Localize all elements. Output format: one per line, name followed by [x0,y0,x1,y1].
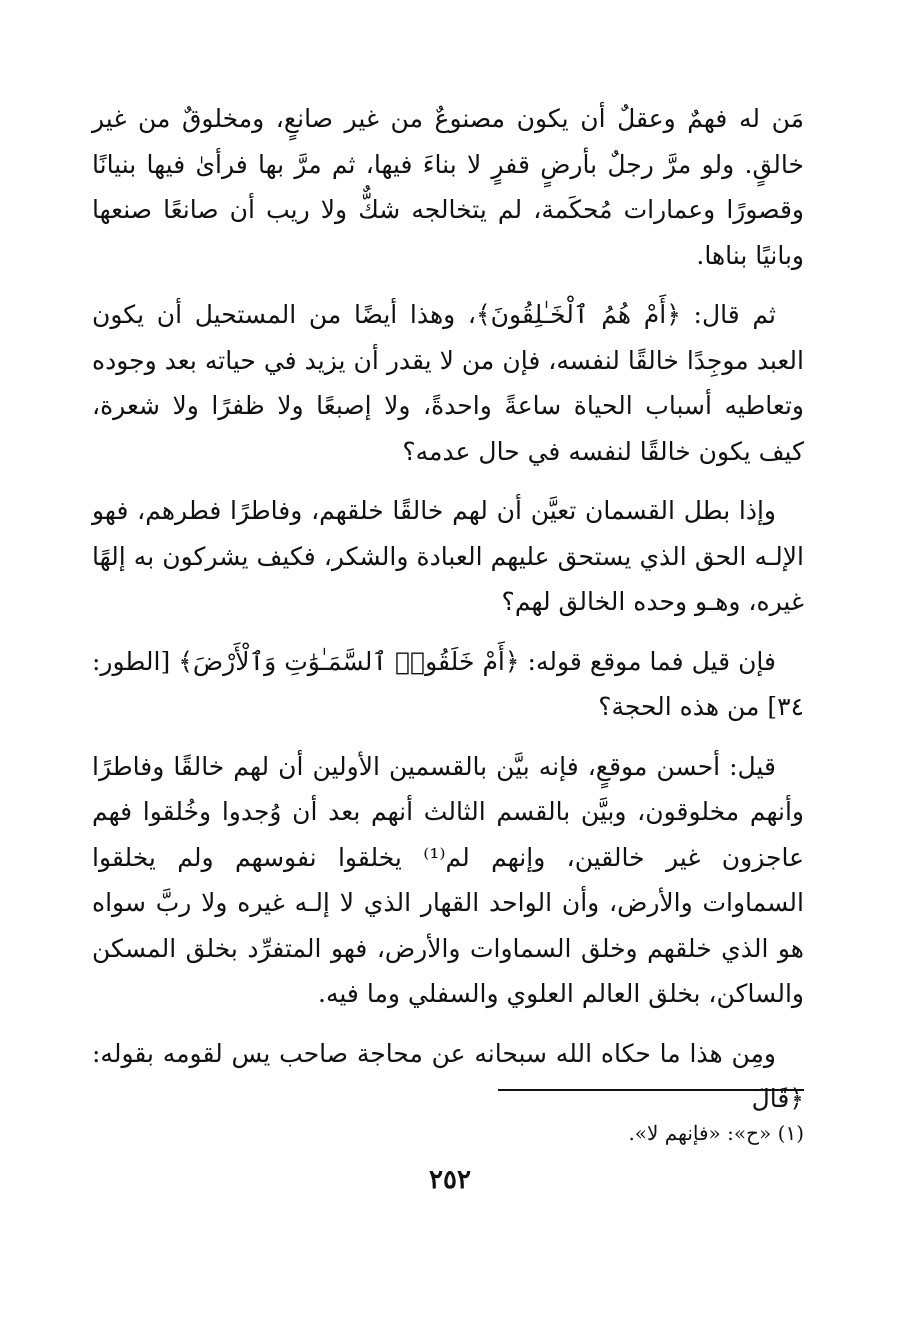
paragraph-3: وإذا بطل القسمان تعيَّن أن لهم خالقًا خلقهم، وفاطرًا فطرهم، فهو الإلـه الحق الذي يستحق عليهم العبادة والشكر، فكيف يشركون به إلهًا غيره، وهـو وحده الخالق لهم؟ [92,496,804,616]
paragraph-6: ومِن هذا ما حكاه الله سبحانه عن محاجة صاحب يس لقومه بقوله: ﴿قَالَ [92,1038,804,1113]
paragraph-5: قيل: أحسن موقعٍ، فإنه بيَّن بالقسمين الأولين أن لهم خالقًا وفاطرًا وأنهم مخلوقون، وبيَّن بالقسم الثالث أنهم بعد أن وُجدوا وخُلقوا فهم عاجزون غير خالقين، وإنهم لم⁽¹⁾ يخلقوا نفوسهم ولم يخلقوا السماوات والأرض، وأن الواحد القهار الذي لا إلـه غيره ولا ربَّ سواه هو الذي خلقهم وخلق السماوات والأرض، فهو المتفرِّد بخلق المسكن والساكن، بخلق العالم العلوي والسفلي وما فيه. [92,751,804,1008]
paragraph-2: ثم قال: ﴿أَمْ هُمُ ٱلْخَـٰلِقُونَ﴾، وهذا أيضًا من المستحيل أن يكون العبد موجِدًا خالقًا لنفسه، فإن من لا يقدر أن يزيد في حياته بعد وجوده وتعاطيه أسباب الحياة ساعةً واحدةً، ولا إصبعًا ولا ظفرًا ولا شعرة، كيف يكون خالقًا لنفسه في حال عدمه؟ [92,300,804,466]
page-number: ٢٥٢ [429,1165,471,1195]
footnote: (١) «ح»: «فإنهم لا». [628,1121,804,1145]
page-body [92,96,804,1136]
paragraph-4: فإن قيل فما موقع قوله: ﴿أَمْ خَلَقُوا۟ ٱلسَّمَـٰوَٰتِ وَٱلْأَرْضَ﴾ [الطور: ٣٤] من هذه الحجة؟ [92,646,804,721]
footnote-divider [498,1089,804,1091]
paragraph-1: مَن له فهمٌ وعقلٌ أن يكون مصنوعٌ من غير صانعٍ، ومخلوقٌ من غير خالقٍ. ولو مرَّ رجلٌ بأرضٍ قفرٍ لا بناءَ فيها، ثم مرَّ بها فرأىٰ فيها بنيانًا وقصورًا وعمارات مُحكَمة، لم يتخالجه شكٌّ ولا ريب أن صانعًا صنعها وبانيًا بناها. [92,104,804,270]
